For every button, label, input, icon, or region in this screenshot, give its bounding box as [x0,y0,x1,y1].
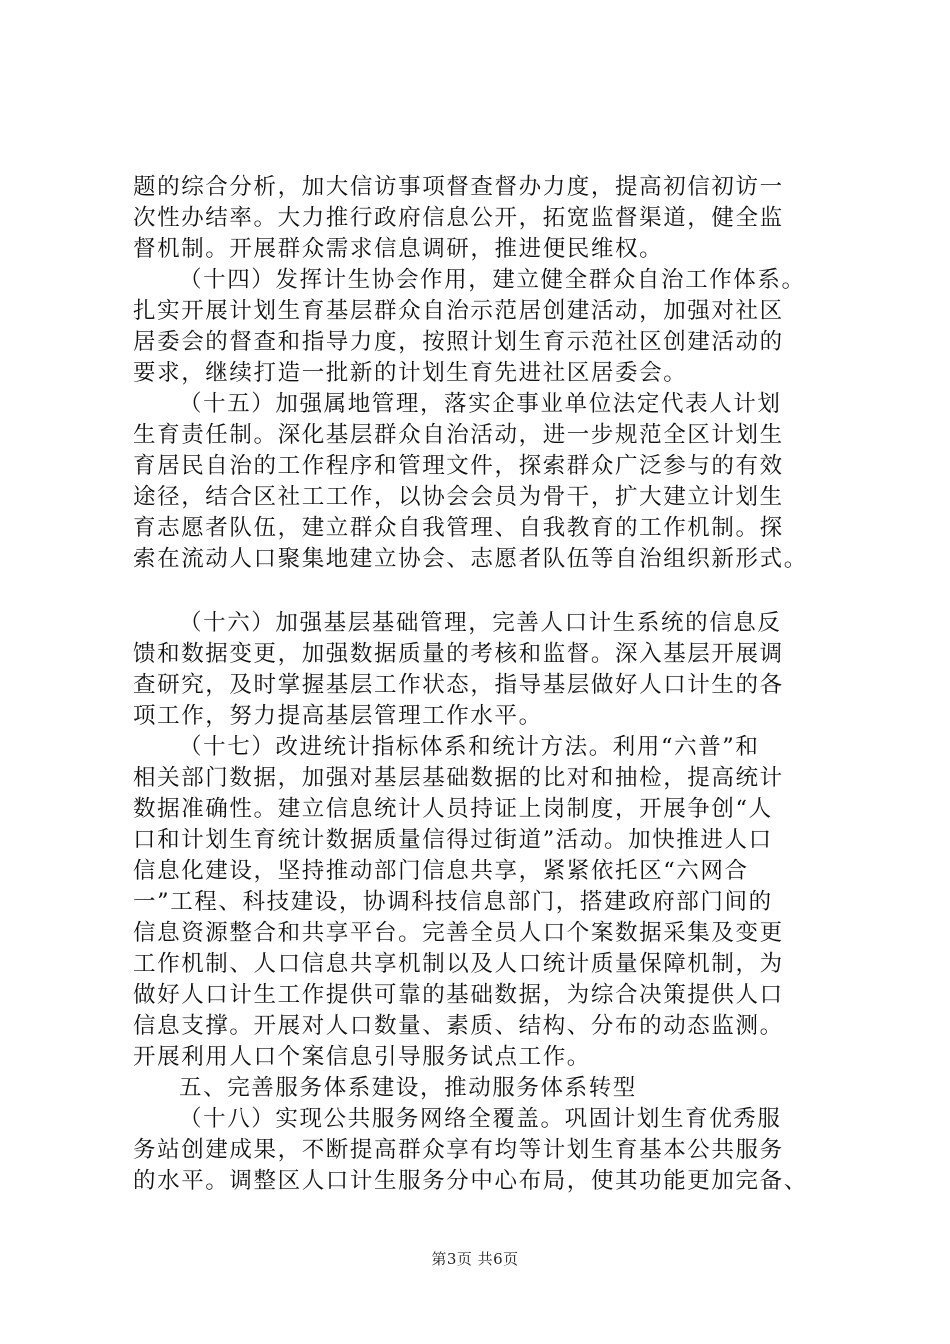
text-line: 居委会的督查和指导力度，按照计划生育示范社区创建活动的 [133,329,784,355]
text-line: 题的综合分析，加大信访事项督查督办力度，提高初信初访一 [133,174,784,200]
text-line: 开展利用人口个案信息引导服务试点工作。 [133,1044,591,1070]
text-line: 工作机制、人口信息共享机制以及人口统计质量保障机制，为 [133,951,784,977]
text-line: 次性办结率。大力推行政府信息公开，拓宽监督渠道，健全监 [133,205,784,231]
paragraph-first-line: （十八）实现公共服务网络全覆盖。巩固计划生育优秀服 [179,1106,782,1132]
text-line: 一”工程、科技建设，协调科技信息部门，搭建政府部门间的 [133,889,773,915]
text-line: 信息化建设，坚持推动部门信息共享，紧紧依托区“六网合 [133,858,749,884]
paragraph-first-line: （十七）改进统计指标体系和统计方法。利用“六普”和 [179,734,760,760]
paragraph-first-line: （十四）发挥计生协会作用，建立健全群众自治工作体系。 [179,267,806,293]
text-line: 做好人口计生工作提供可靠的基础数据，为综合决策提供人口 [133,982,784,1008]
text-line: 数据准确性。建立信息统计人员持证上岗制度，开展争创“人 [133,796,773,822]
paragraph-first-line: （十五）加强属地管理，落实企事业单位法定代表人计划 [179,391,782,417]
text-line: 相关部门数据，加强对基层基础数据的比对和抽检，提高统计 [133,765,784,791]
paragraph-first-line: （十六）加强基层基础管理，完善人口计生系统的信息反 [179,610,782,636]
text-line: 的水平。调整区人口计生服务分中心布局，使其功能更加完备、 [133,1168,808,1194]
text-line: 索在流动人口聚集地建立协会、志愿者队伍等自治组织新形式。 [133,546,808,572]
text-line: 育居民自治的工作程序和管理文件，探索群众广泛参与的有效 [133,453,784,479]
text-line: 查研究，及时掌握基层工作状态，指导基层做好人口计生的各 [133,672,784,698]
text-line: 生育责任制。深化基层群众自治活动，进一步规范全区计划生 [133,422,784,448]
text-line: 要求，继续打造一批新的计划生育先进社区居委会。 [133,360,688,386]
paragraph-gap [133,575,858,608]
text-line: 督机制。开展群众需求信息调研，推进便民维权。 [133,236,664,262]
text-line: 育志愿者队伍，建立群众自我管理、自我教育的工作机制。探 [133,515,784,541]
page-number-footer: 第3页 共6页 [431,1250,519,1268]
section-heading: 五、完善服务体系建设，推动服务体系转型 [179,1075,637,1101]
text-line: 信息资源整合和共享平台。完善全员人口个案数据采集及变更 [133,920,784,946]
text-line: 信息支撑。开展对人口数量、素质、结构、分布的动态监测。 [133,1013,784,1039]
text-line: 项工作，努力提高基层管理工作水平。 [133,703,543,729]
text-line: 口和计划生育统计数据质量信得过街道”活动。加快推进人口 [133,827,773,853]
text-line: 途径，结合区社工工作，以协会会员为骨干，扩大建立计划生 [133,484,784,510]
text-line: 扎实开展计划生育基层群众自治示范居创建活动，加强对社区 [133,298,784,324]
text-line: 务站创建成果，不断提高群众享有均等计划生育基本公共服务 [133,1137,784,1163]
document-body [133,172,858,1197]
text-line: 馈和数据变更，加强数据质量的考核和监督。深入基层开展调 [133,641,784,667]
